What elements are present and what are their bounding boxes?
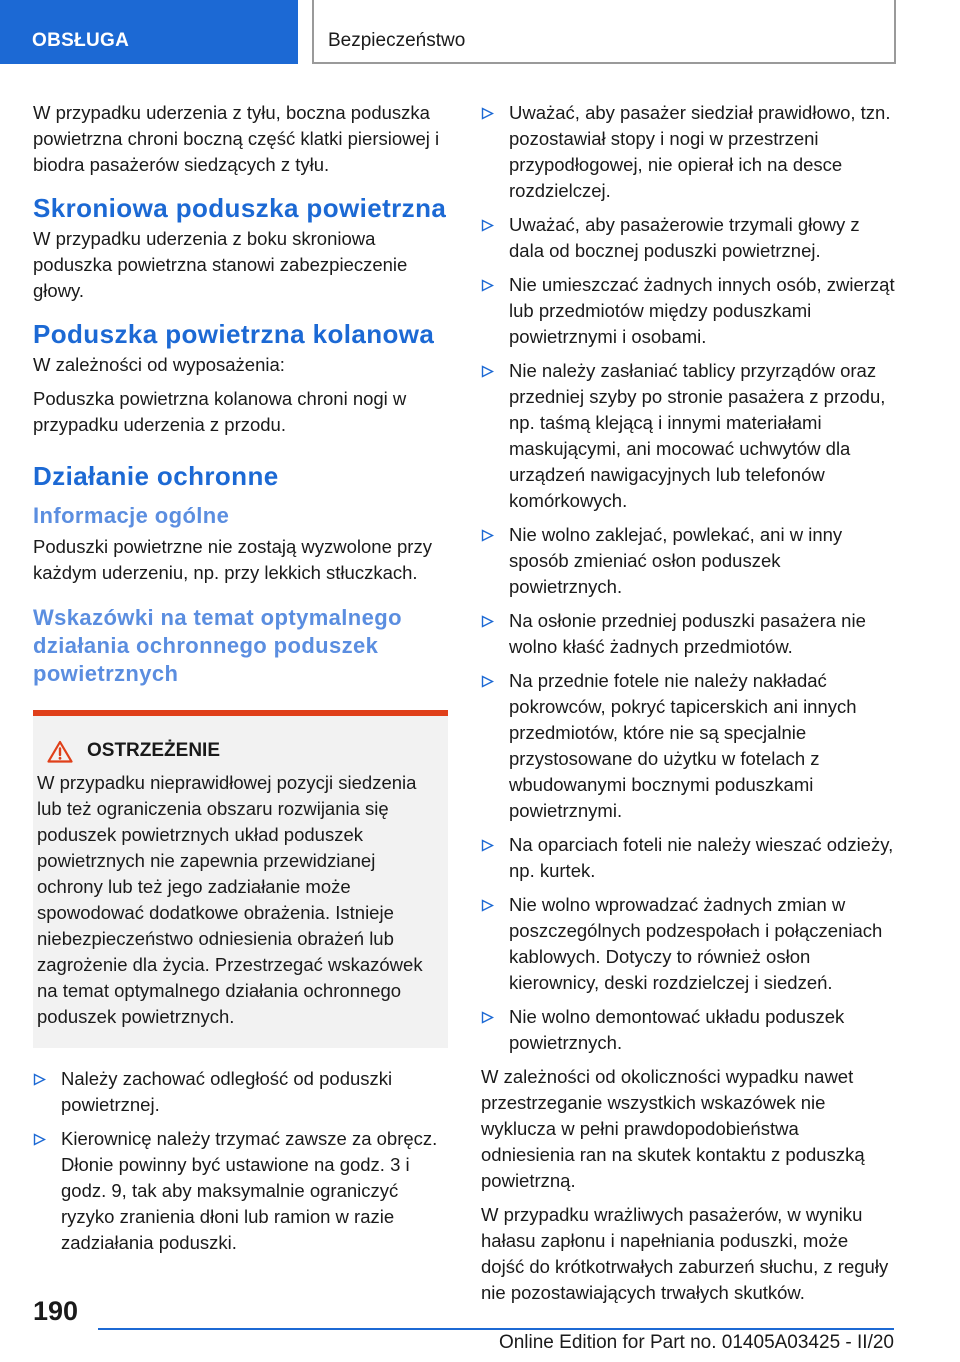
left-column bbox=[33, 100, 448, 1264]
list-item: Nie należy zasłaniać tablicy przyrządów oraz przedniej szyby po stronie pasażera z przodu, np. taśmą klejącą i innymi materiałami maskującymi, ani mocować uchwytów dla urządzeń nawigacyjnych lub telefonów komórkowych. bbox=[481, 358, 896, 514]
list-item: Uważać, aby pasażerowie trzymali głowy z dala od bocznej poduszki powietrznej. bbox=[481, 212, 896, 264]
list-item: Nie wolno demontować układu poduszek powietrznych. bbox=[481, 1004, 896, 1056]
page-number: 190 bbox=[33, 1296, 79, 1326]
heading-skroniowa: Skroniowa poduszka powietrzna bbox=[33, 193, 447, 223]
triangle-bullet-icon bbox=[481, 1011, 494, 1024]
paragraph-skroniowa: W przypadku uderzenia z boku skroniowa poduszka powietrzna stanowi zabezpieczenie głowy. bbox=[33, 228, 408, 301]
triangle-bullet-icon bbox=[33, 1073, 46, 1086]
warning-text: W przypadku nieprawidłowej pozycji siedzenia lub też ograniczenia obszaru rozwijania się poduszek powietrznych układ poduszek powietrznych nie zapewnia przewidzianej ochrony lub też jego zadziałanie może spowodować dodatkowe obrażenia. Istnieje niebezpieczeństwo odniesienia obrażeń lub zagrożenie dla życia. Przestrzegać wskazówek na temat optymalnego działania ochronnego poduszek powietrznych. bbox=[37, 772, 423, 1027]
heading-wskazowki: Wskazówki na temat optymalnego działania ochronnego poduszek powietrznych bbox=[33, 605, 402, 686]
section-title: Bezpieczeństwo bbox=[312, 0, 896, 64]
list-item: Należy zachować odległość od poduszki powietrznej. bbox=[33, 1066, 448, 1118]
list-item: Uważać, aby pasażer siedział prawidłowo, tzn. pozostawiał stopy i nogi w przestrzeni przypodłogowej, nie opierał ich na desce rozdzielczej. bbox=[481, 100, 896, 204]
right-column bbox=[481, 100, 896, 1314]
triangle-bullet-icon bbox=[481, 675, 494, 688]
list-item: Kierownicę należy trzymać zawsze za obręcz. Dłonie powinny być ustawione na godz. 3 i godz. 9, tak aby maksymalnie ograniczyć ryzyko zranienia dłoni lub ramion w razie zadziałania poduszki. bbox=[33, 1126, 448, 1256]
warning-title: OSTRZEŻENIE bbox=[87, 740, 221, 761]
paragraph-kolanowa-equipment: W zależności od wyposażenia: bbox=[33, 354, 285, 375]
page-header bbox=[0, 0, 960, 66]
paragraph-okolicznosci: W zależności od okoliczności wypadku nawet przestrzeganie wszystkich wskazówek nie wyklucza w pełni prawdopodobieństwa odniesienia ran na skutek kontaktu z poduszką powietrzną. bbox=[481, 1066, 865, 1191]
heading-informacje: Informacje ogólne bbox=[33, 503, 230, 528]
bullet-list-left bbox=[33, 1066, 448, 1256]
chapter-tab: OBSŁUGA bbox=[0, 0, 298, 64]
paragraph-kolanowa: Poduszka powietrzna kolanowa chroni nogi w przypadku uderzenia z przodu. bbox=[33, 388, 407, 435]
list-item: Nie wolno wprowadzać żadnych zmian w poszczególnych podzespołach i połączeniach kablowych. Dotyczy to również osłon kierownicy, deski rozdzielczej i siedzeń. bbox=[481, 892, 896, 996]
triangle-bullet-icon bbox=[481, 219, 494, 232]
triangle-bullet-icon bbox=[481, 899, 494, 912]
warning-header bbox=[47, 738, 436, 764]
triangle-bullet-icon bbox=[481, 365, 494, 378]
paragraph-wrazliwych: W przypadku wrażliwych pasażerów, w wyniku hałasu zapłonu i napełniania poduszki, może dojść do krótkotrwałych zaburzeń słuchu, z reguły nie pozostawiających trwałych skutków. bbox=[481, 1204, 889, 1303]
list-item: Na osłonie przedniej poduszki pasażera nie wolno kłaść żadnych przedmiotów. bbox=[481, 608, 896, 660]
heading-dzialanie: Działanie ochronne bbox=[33, 461, 279, 491]
triangle-bullet-icon bbox=[481, 279, 494, 292]
paragraph-informacje: Poduszki powietrzne nie zostają wyzwolone przy każdym uderzeniu, np. przy lekkich stłuczkach. bbox=[33, 536, 432, 583]
warning-box bbox=[33, 710, 448, 1048]
triangle-bullet-icon bbox=[481, 107, 494, 120]
triangle-bullet-icon bbox=[481, 839, 494, 852]
warning-triangle-icon bbox=[47, 740, 73, 763]
intro-paragraph: W przypadku uderzenia z tyłu, boczna poduszka powietrzna chroni boczną część klatki piersiowej i biodra pasażerów siedzących z tyłu. bbox=[33, 102, 440, 175]
edition-footer: Online Edition for Part no. 01405A03425 - II/20 bbox=[498, 1332, 894, 1353]
heading-kolanowa: Poduszka powietrzna kolanowa bbox=[33, 319, 435, 349]
triangle-bullet-icon bbox=[481, 615, 494, 628]
triangle-bullet-icon bbox=[33, 1133, 46, 1146]
list-item: Nie umieszczać żadnych innych osób, zwierząt lub przedmiotów między poduszkami powietrznymi i osobami. bbox=[481, 272, 896, 350]
list-item: Na oparciach foteli nie należy wieszać odzieży, np. kurtek. bbox=[481, 832, 896, 884]
bullet-list-right bbox=[481, 100, 896, 1056]
list-item: Na przednie fotele nie należy nakładać pokrowców, pokryć tapicerskich ani innych przedmiotów, które nie są specjalnie przystosowane do użytku w fotelach z wbudowanymi bocznymi poduszkami powietrznymi. bbox=[481, 668, 896, 824]
footer-divider bbox=[98, 1328, 894, 1330]
list-item: Nie wolno zaklejać, powlekać, ani w inny sposób zmieniać osłon poduszek powietrznych. bbox=[481, 522, 896, 600]
triangle-bullet-icon bbox=[481, 529, 494, 542]
